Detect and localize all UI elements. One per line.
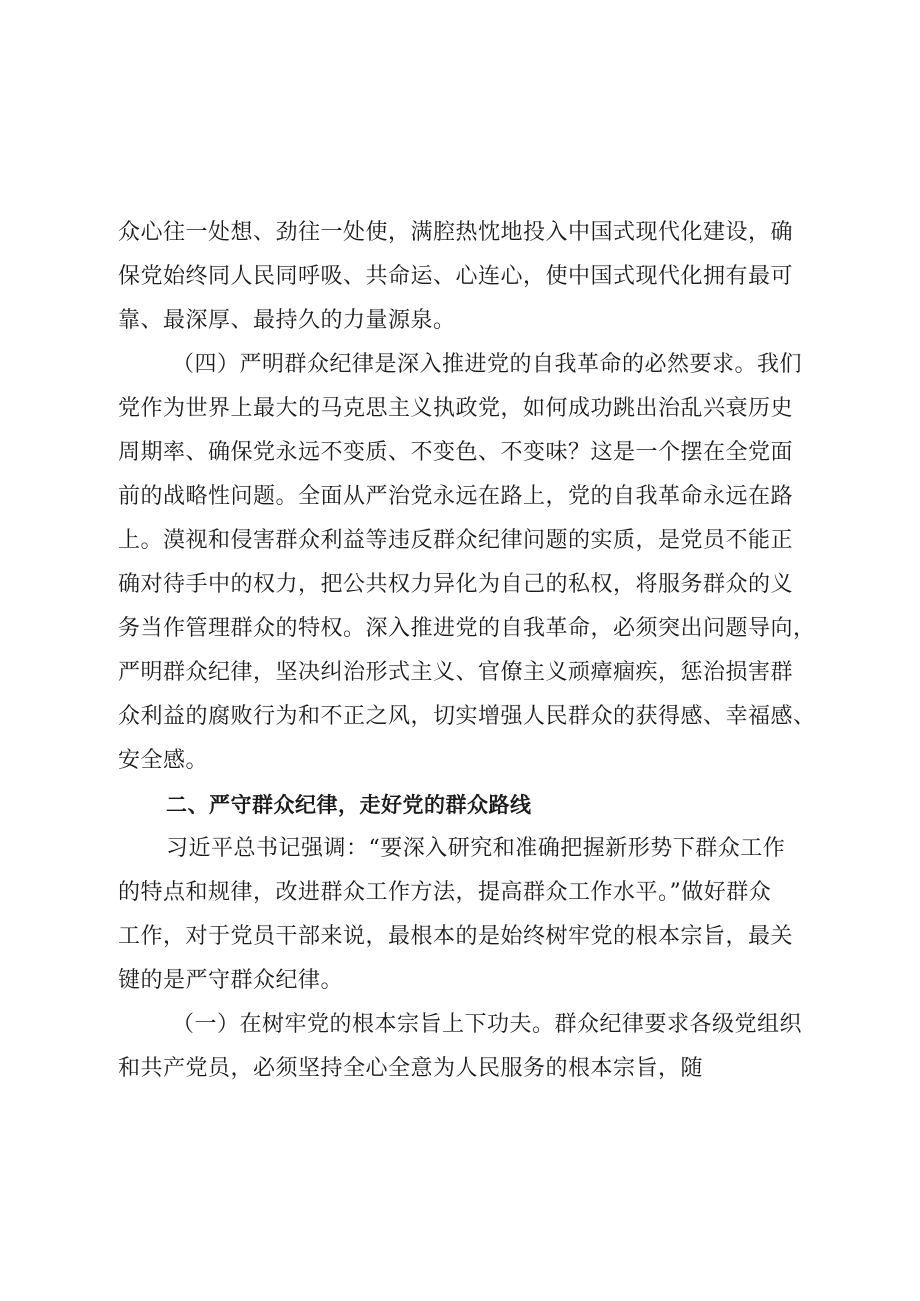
paragraph-line: 前的战略性问题。全面从严治党永远在路上，党的自我革命永远在路: [118, 484, 794, 509]
paragraph-line: 周期率、确保党永远不变质、不变色、不变味？这是一个摆在全党面: [118, 440, 794, 465]
paragraph-line: 和共产党员，必须坚持全心全意为人民服务的根本宗旨，随: [118, 1056, 704, 1081]
paragraph-line: 习近平总书记强调：“要深入研究和准确把握新形势下群众工作: [166, 836, 786, 861]
paragraph-line: 保党始终同人民同呼吸、共命运、心连心，使中国式现代化拥有最可: [118, 264, 794, 289]
paragraph-line: 众利益的腐败行为和不正之风，切实增强人民群众的获得感、幸福感、: [118, 704, 816, 729]
paragraph-line: 务当作管理群众的特权。深入推进党的自我革命，必须突出问题导向，: [118, 616, 816, 641]
paragraph-line: 的特点和规律，改进群众工作方法，提高群众工作水平。”做好群众: [118, 880, 772, 905]
paragraph-line: 确对待手中的权力，把公共权力异化为自己的私权，将服务群众的义: [118, 572, 794, 597]
paragraph-line: 上。漠视和侵害群众利益等违反群众纪律问题的实质，是党员不能正: [118, 528, 794, 553]
paragraph-line: （四）严明群众纪律是深入推进党的自我革命的必然要求。我们: [172, 352, 803, 377]
paragraph-line: 靠、最深厚、最持久的力量源泉。: [118, 308, 456, 333]
paragraph-line: （一）在树牢党的根本宗旨上下功夫。群众纪律要求各级党组织: [172, 1012, 803, 1037]
paragraph-line: 众心往一处想、劲往一处使，满腔热忱地投入中国式现代化建设，确: [118, 220, 794, 245]
paragraph-line: 工作，对于党员干部来说，最根本的是始终树牢党的根本宗旨，最关: [118, 924, 794, 949]
paragraph-line: 键的是严守群众纪律。: [118, 968, 344, 993]
paragraph-line: 党作为世界上最大的马克思主义执政党，如何成功跳出治乱兴衰历史: [118, 396, 794, 421]
section-heading: 二、严守群众纪律，走好党的群众路线: [166, 793, 532, 817]
paragraph-line: 安全感。: [118, 748, 209, 773]
paragraph-line: 严明群众纪律，坚决纠治形式主义、官僚主义顽瘴痼疾，惩治损害群: [118, 660, 794, 685]
